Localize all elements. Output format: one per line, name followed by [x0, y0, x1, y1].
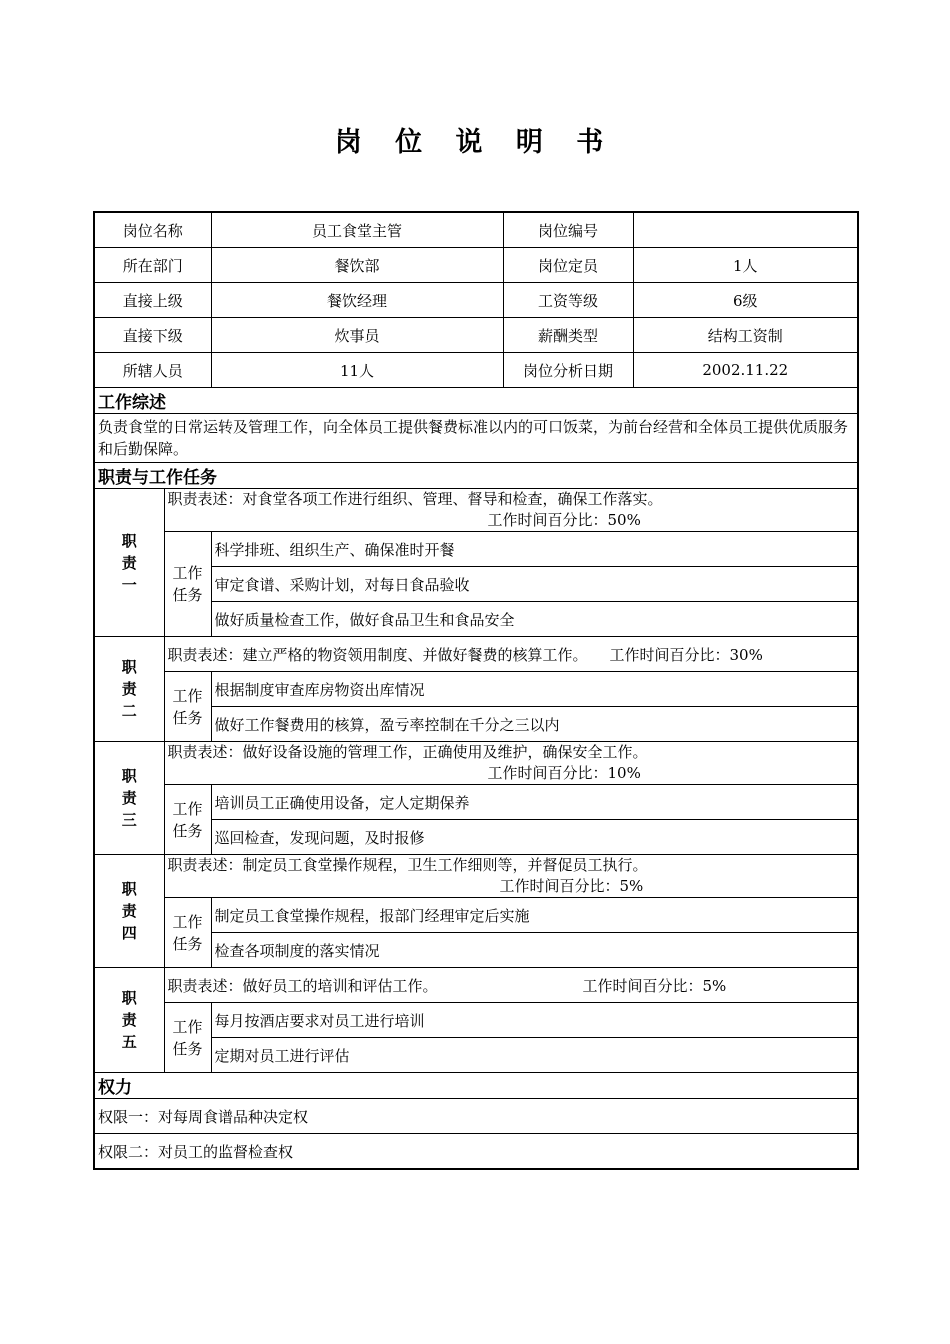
duty-3-task-1: 培训员工正确使用设备，定人定期保养: [211, 785, 858, 820]
summary-heading: 工作综述: [94, 388, 858, 414]
value-analysis-date: 2002.11.22: [633, 353, 858, 388]
duty-3-description-row: [94, 742, 858, 785]
duty-5-task-label: 工作 任务: [164, 1003, 211, 1073]
value-position-name: 员工食堂主管: [211, 212, 503, 248]
duty-5-task-1: 每月按酒店要求对员工进行培训: [211, 1003, 858, 1038]
value-pay-type: 结构工资制: [633, 318, 858, 353]
info-row-subordinate: [94, 318, 858, 353]
duty-3-time-pct: 工作时间百分比：10%: [487, 764, 641, 782]
duty-1-task-2: 审定食谱、采购计划，对每日食品验收: [211, 567, 858, 602]
duty-4-task-label: 工作 任务: [164, 898, 211, 968]
value-headcount: 1人: [633, 248, 858, 283]
value-subordinate: 炊事员: [211, 318, 503, 353]
duty-2-description-row: [94, 637, 858, 672]
duty-4-task-row: [94, 898, 858, 933]
summary-text: 负责食堂的日常运转及管理工作，向全体员工提供餐费标准以内的可口饭菜，为前台经营和全体员工提供优质服务和后勤保障。: [94, 414, 858, 463]
duty-2-time-pct: 工作时间百分比：30%: [609, 645, 763, 664]
duty-4-description: 职责表述：制定员工食堂操作规程，卫生工作细则等，并督促员工执行。 工作时间百分比：5%: [164, 855, 858, 898]
value-staff: 11人: [211, 353, 503, 388]
job-description-table: [93, 211, 859, 1170]
value-department: 餐饮部: [211, 248, 503, 283]
duty-3-task-2: 巡回检查，发现问题，及时报修: [211, 820, 858, 855]
info-row-department: [94, 248, 858, 283]
duty-1-description-row: [94, 489, 858, 532]
duty-5-task-row: [94, 1003, 858, 1038]
duty-3-task-row: [94, 785, 858, 820]
duty-3-task-label: 工作 任务: [164, 785, 211, 855]
duty-5-task-2: 定期对员工进行评估: [211, 1038, 858, 1073]
info-row-staff: [94, 353, 858, 388]
duty-4-task-2: 检查各项制度的落实情况: [211, 933, 858, 968]
duty-2-description: 职责表述：建立严格的物资领用制度、并做好餐费的核算工作。 工作时间百分比：30%: [164, 637, 858, 672]
duty-2-task-label: 工作 任务: [164, 672, 211, 742]
value-position-code: [633, 212, 858, 248]
value-salary-grade: 6级: [633, 283, 858, 318]
duty-2-label: 职 责 二: [94, 637, 164, 742]
duty-3-description: 职责表述：做好设备设施的管理工作，正确使用及维护，确保安全工作。 工作时间百分比：10%: [164, 742, 858, 785]
info-row-superior: [94, 283, 858, 318]
label-analysis-date: 岗位分析日期: [503, 353, 633, 388]
label-pay-type: 薪酬类型: [503, 318, 633, 353]
label-salary-grade: 工资等级: [503, 283, 633, 318]
label-staff: 所辖人员: [94, 353, 211, 388]
duty-1-task-1: 科学排班、组织生产、确保准时开餐: [211, 532, 858, 567]
duty-2-task-2: 做好工作餐费用的核算，盈亏率控制在千分之三以内: [211, 707, 858, 742]
duty-1-description: 职责表述：对食堂各项工作进行组织、管理、督导和检查，确保工作落实。 工作时间百分比：50%: [164, 489, 858, 532]
info-row-position-name: [94, 212, 858, 248]
duty-1-label: 职 责 一: [94, 489, 164, 637]
document-title: 岗 位 说 明 书: [334, 127, 616, 158]
duty-2-task-row: [94, 672, 858, 707]
duty-1-task-row: [94, 532, 858, 567]
duty-4-label: 职 责 四: [94, 855, 164, 968]
authority-heading: 权力: [94, 1073, 858, 1099]
label-subordinate: 直接下级: [94, 318, 211, 353]
label-superior: 直接上级: [94, 283, 211, 318]
authority-item-2: 权限二：对员工的监督检查权: [94, 1134, 858, 1170]
label-department: 所在部门: [94, 248, 211, 283]
duty-3-label: 职 责 三: [94, 742, 164, 855]
duty-1-time-pct: 工作时间百分比：50%: [487, 511, 641, 529]
duty-4-time-pct: 工作时间百分比：5%: [499, 877, 644, 895]
duty-4-task-1: 制定员工食堂操作规程，报部门经理审定后实施: [211, 898, 858, 933]
duty-5-description: 职责表述：做好员工的培训和评估工作。 工作时间百分比：5%: [164, 968, 858, 1003]
duty-4-description-row: [94, 855, 858, 898]
label-headcount: 岗位定员: [503, 248, 633, 283]
duty-5-time-pct: 工作时间百分比：5%: [582, 976, 727, 995]
duty-5-label: 职 责 五: [94, 968, 164, 1073]
authority-item-1: 权限一：对每周食谱品种决定权: [94, 1099, 858, 1134]
duty-1-task-label: 工作 任务: [164, 532, 211, 637]
label-position-name: 岗位名称: [94, 212, 211, 248]
value-superior: 餐饮经理: [211, 283, 503, 318]
duty-5-description-row: [94, 968, 858, 1003]
duty-1-task-3: 做好质量检查工作，做好食品卫生和食品安全: [211, 602, 858, 637]
duties-heading: 职责与工作任务: [94, 463, 858, 489]
duty-2-task-1: 根据制度审查库房物资出库情况: [211, 672, 858, 707]
label-position-code: 岗位编号: [503, 212, 633, 248]
